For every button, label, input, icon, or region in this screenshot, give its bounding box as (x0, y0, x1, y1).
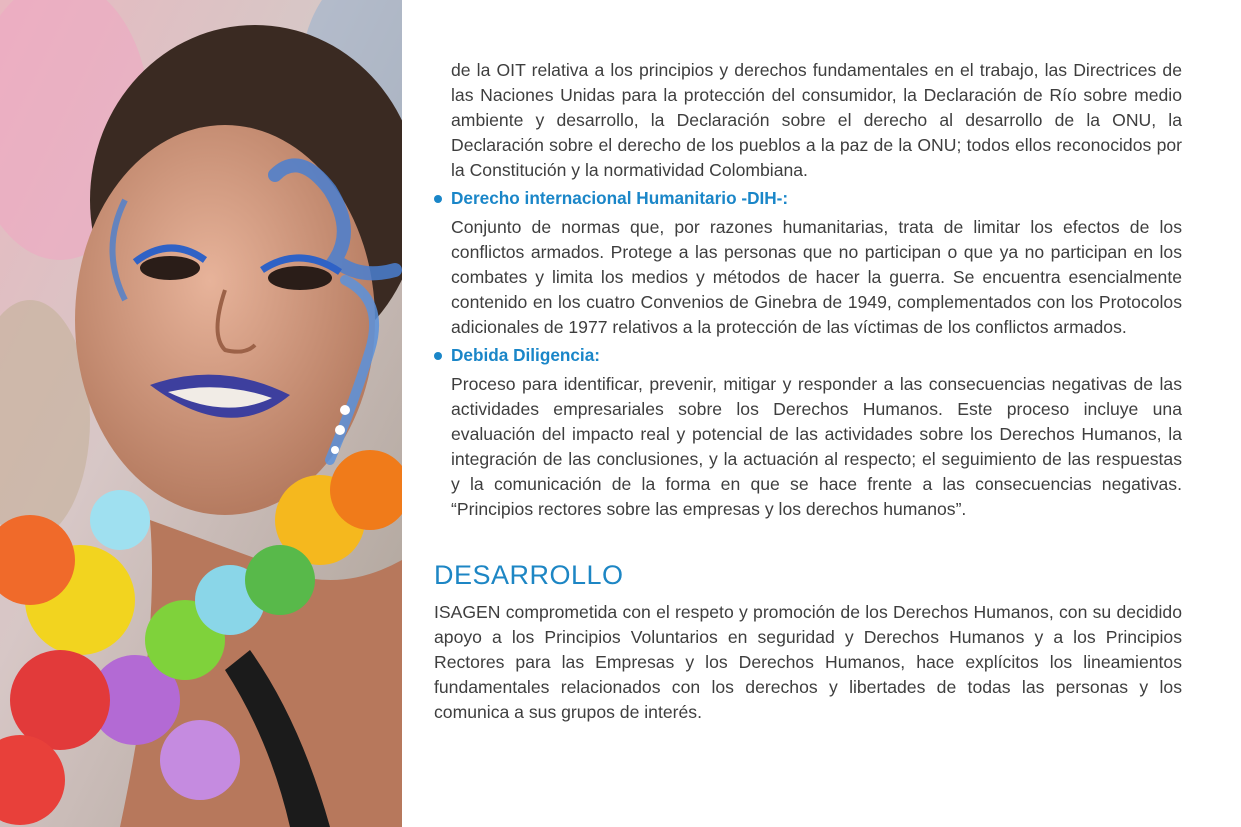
definition-heading-text: Debida Diligencia: (451, 345, 600, 365)
photo-girl-face-paint (0, 0, 402, 827)
intro-paragraph: de la OIT relativa a los principios y derechos fundamentales en el trabajo, las Directrices de las Naciones Unidas para la protección del consumidor, la Declaración de Río sobre medio ambiente y desarrollo, la Declaración sobre el derecho al desarrollo de la ONU, la Declaración sobre el derecho de los pueblos a la paz de la ONU; todos ellos reconocidos por la Constitución y la normatividad Colombiana. (451, 60, 1182, 180)
bullet-icon (434, 352, 442, 360)
section-title: DESARROLLO (434, 560, 624, 590)
definition-body: Conjunto de normas que, por razones humanitarias, trata de limitar los efectos de los conflictos armados. Protege a las personas que no participan o que ya no participan en los combates y limita los medios y métodos de hacer la guerra. Se encuentra esencialmente contenido en los cuatro Convenios de Ginebra de 1949, complementados con los Protocolos adicionales de 1977 relativos a la protección de las víctimas de los conflictos armados. (451, 217, 1182, 337)
bullet-icon (434, 195, 442, 203)
definition-heading-text: Derecho internacional Humanitario -DIH-: (451, 188, 789, 208)
definition-heading (434, 186, 1182, 211)
section-body: ISAGEN comprometida con el respeto y promoción de los Derechos Humanos, con su decidido apoyo a los Principios Voluntarios en seguridad y Derechos Humanos y a los Principios Rectores para las Empresas y los Derechos Humanos, hace explícitos los lineamientos fundamentales relacionados con los derechos y libertades de todas las personas y los comunica a sus grupos de interés. (434, 602, 1182, 722)
text-column (434, 58, 1182, 725)
definition-item-debida-diligencia (434, 343, 1182, 522)
definition-heading (434, 343, 1182, 368)
definition-body: Proceso para identificar, prevenir, mitigar y responder a las consecuencias negativas de las actividades empresariales sobre los Derechos Humanos. Este proceso incluye una evaluación del impacto real y potencial de las actividades sobre los Derechos Humanos, la integración de las conclusiones, y la actuación al respecto; el seguimiento de las respuestas y la comunicación de la forma en que se hace frente a las consecuencias negativas. “Principios rectores sobre las empresas y los derechos humanos”. (451, 374, 1182, 519)
photo-illustration (0, 0, 402, 827)
definition-item-dih (434, 186, 1182, 340)
